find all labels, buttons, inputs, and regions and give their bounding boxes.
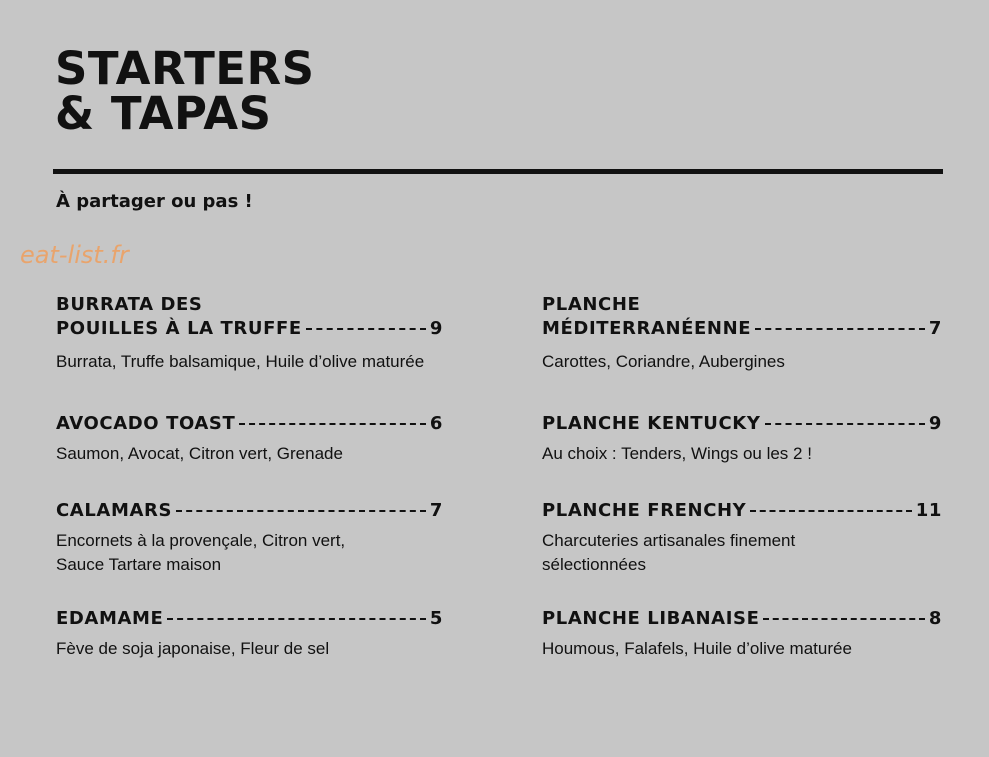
- menu-item-planche-mediterraneenne: [542, 293, 942, 374]
- menu-item-description: Au choix : Tenders, Wings ou les 2 !: [542, 444, 812, 463]
- menu-item-description: Houmous, Falafels, Huile d’olive maturée: [542, 639, 852, 658]
- dotted-leader: [239, 423, 426, 425]
- menu-title: [55, 42, 315, 140]
- menu-item-description: Charcuteries artisanales finement sélectionnées: [542, 531, 796, 574]
- menu-item-name-line-1: BURRATA DES: [56, 294, 203, 315]
- menu-item-price: 11: [915, 500, 942, 521]
- menu-item-edamame: [56, 607, 443, 661]
- menu-item-price: 8: [928, 608, 942, 629]
- menu-item-name: MÉDITERRANÉENNE: [542, 318, 752, 339]
- menu-item-price: 9: [429, 318, 443, 339]
- menu-item-avocado-toast: [56, 412, 443, 466]
- dotted-leader: [765, 423, 925, 425]
- menu-item-planche-libanaise: [542, 607, 942, 661]
- menu-item-description: Fève de soja japonaise, Fleur de sel: [56, 639, 330, 658]
- menu-item-price: 9: [928, 413, 942, 434]
- dotted-leader: [763, 618, 924, 620]
- menu-item-name: PLANCHE FRENCHY: [542, 500, 747, 521]
- menu-item-name: PLANCHE LIBANAISE: [542, 608, 760, 629]
- dotted-leader: [306, 328, 426, 330]
- menu-item-name: EDAMAME: [56, 608, 164, 629]
- menu-item-name: AVOCADO TOAST: [56, 413, 236, 434]
- menu-item-name-line-1: PLANCHE: [542, 294, 641, 315]
- menu-item-price: 7: [928, 318, 942, 339]
- watermark: eat-list.fr: [20, 241, 129, 269]
- menu-item-price: 7: [429, 500, 443, 521]
- menu-item-planche-frenchy: [542, 499, 942, 577]
- menu-item-price: 5: [429, 608, 443, 629]
- menu-item-name: PLANCHE KENTUCKY: [542, 413, 761, 434]
- menu-item-description: Encornets à la provençale, Citron vert, Sauce Tartare maison: [56, 531, 346, 574]
- menu-item-calamars: [56, 499, 443, 577]
- menu-item-name: POUILLES À LA TRUFFE: [56, 318, 302, 339]
- menu-item-description: Burrata, Truffe balsamique, Huile d’olive maturée: [56, 352, 425, 371]
- dotted-leader: [176, 510, 426, 512]
- menu-item-price: 6: [429, 413, 443, 434]
- dotted-leader: [750, 510, 911, 512]
- menu-item-burrata: [56, 293, 443, 374]
- menu-item-description: Saumon, Avocat, Citron vert, Grenade: [56, 444, 343, 463]
- menu-item-name: CALAMARS: [56, 500, 173, 521]
- dotted-leader: [167, 618, 425, 620]
- dotted-leader: [755, 328, 925, 330]
- menu-title-line-2: & TAPAS: [55, 87, 272, 140]
- menu-item-planche-kentucky: [542, 412, 942, 466]
- menu-item-description: Carottes, Coriandre, Aubergines: [542, 352, 785, 371]
- title-divider: [53, 169, 943, 174]
- menu-tagline: À partager ou pas !: [56, 191, 253, 212]
- menu-title-line-1: STARTERS: [55, 42, 315, 95]
